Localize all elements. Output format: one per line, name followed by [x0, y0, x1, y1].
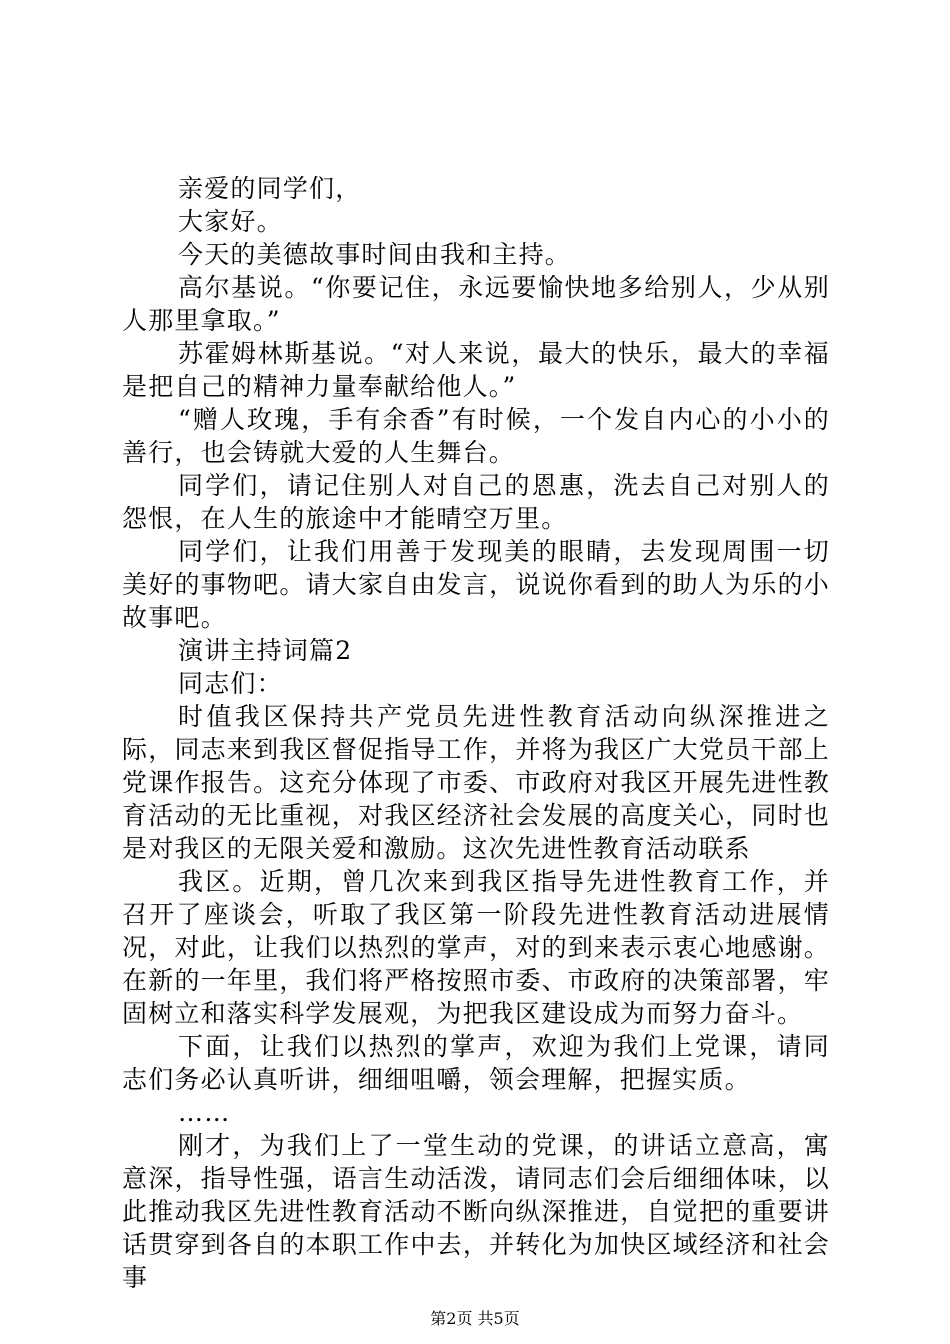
paragraph-district: 我区。近期，曾几次来到我区指导先进性教育工作，并召开了座谈会，听取了我区第一阶段先进性教育活动进展情况，对此，让我们以热烈的掌声，对的到来表示衷心地感谢。在新的一年里，我们将严格按照市委、市政府的决策部署，牢固树立和落实科学发展观，为把我区建设成为而努力奋斗。 [122, 867, 830, 1028]
document-body [122, 172, 830, 1294]
section-heading: 演讲主持词篇2 [178, 636, 353, 665]
paragraph-gorky-quote: 高尔基说。“你要记住，永远要愉快地多给别人，少从别人那里拿取。” [122, 273, 830, 335]
paragraph-roses-saying: “赠人玫瑰，手有余香”有时候，一个发自内心的小小的善行，也会铸就大爱的人生舞台。 [122, 405, 830, 467]
paragraph-discover-beauty: 同学们，让我们用善于发现美的眼睛，去发现周围一切美好的事物吧。请大家自由发言，说说你看到的助人为乐的小故事吧。 [122, 537, 830, 632]
paragraph-hello: 大家好。 [178, 207, 283, 236]
paragraph-greeting: 亲爱的同学们， [178, 174, 362, 203]
paragraph-education-activity: 时值我区保持共产党员先进性教育活动向纵深推进之际，同志来到我区督促指导工作，并将为我区广大党员干部上党课作报告。这充分体现了市委、市政府对我区开展先进性教育活动的无比重视，对我区经济社会发展的高度关心，同时也是对我区的无限关爱和激励。这次先进性教育活动联系 [122, 702, 830, 863]
paragraph-intro: 今天的美德故事时间由我和主持。 [178, 240, 572, 269]
paragraph-closing: 刚才，为我们上了一堂生动的党课，的讲话立意高，寓意深，指导性强，语言生动活泼，请同志们会后细细体味，以此推动我区先进性教育活动不断向纵深推进，自觉把的重要讲话贯穿到各自的本职工作中去，并转化为加快区域经济和社会事 [122, 1131, 830, 1292]
paragraph-welcome: 下面，让我们以热烈的掌声，欢迎为我们上党课，请同志们务必认真听讲，细细咀嚼，领会理解，把握实质。 [122, 1032, 830, 1094]
paragraph-sukhomlinsky-quote: 苏霍姆林斯基说。“对人来说，最大的快乐，最大的幸福是把自己的精神力量奉献给他人。” [122, 339, 830, 401]
paragraph-ellipsis: …… [178, 1098, 231, 1127]
paragraph-remember-kindness: 同学们，请记住别人对自己的恩惠，洗去自己对别人的怨恨，在人生的旅途中才能晴空万里。 [122, 471, 830, 533]
paragraph-comrades: 同志们： [178, 669, 283, 698]
page-footer: 第2页 共5页 [430, 1309, 520, 1328]
